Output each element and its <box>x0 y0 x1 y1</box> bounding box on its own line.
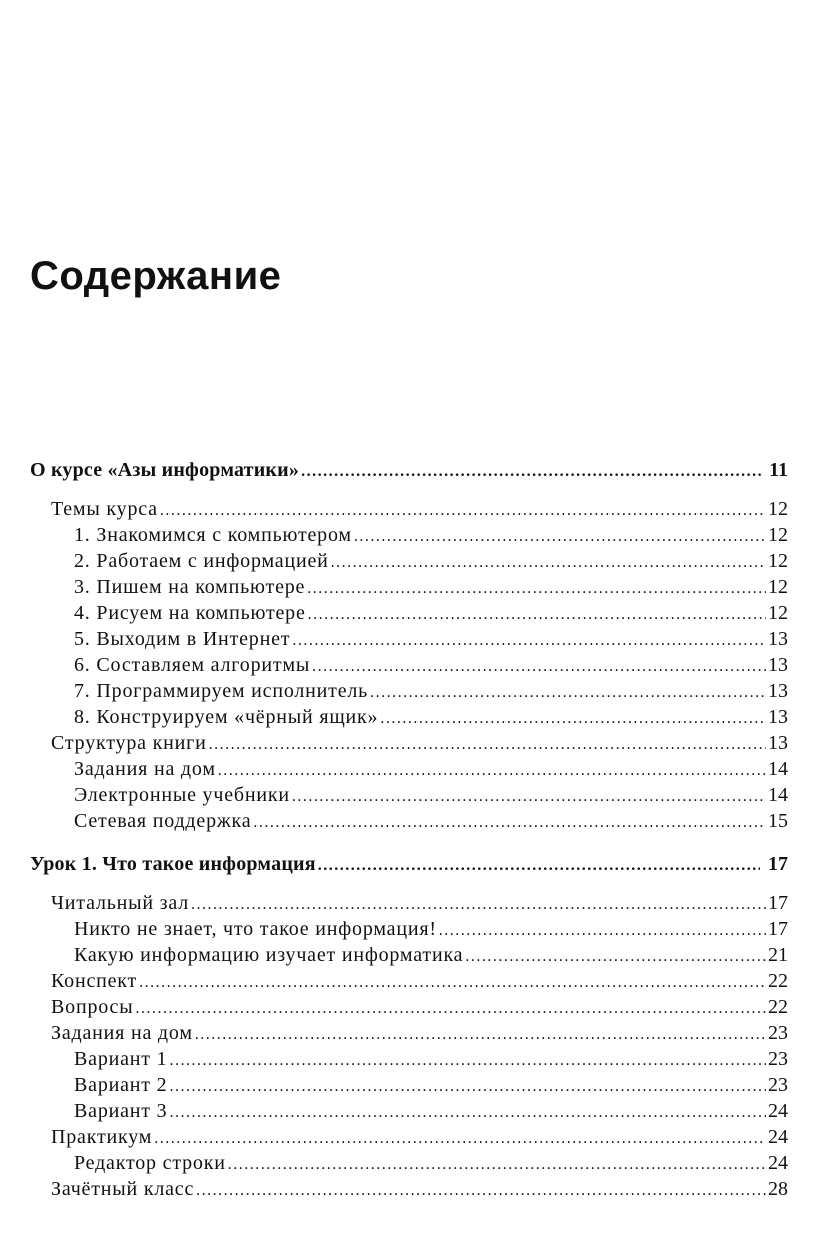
toc-entry-title: 1. Знакомимся с компьютером <box>74 524 352 546</box>
dot-leader <box>169 1048 766 1072</box>
toc-entry-page: 21 <box>768 944 788 966</box>
toc-entry-page: 13 <box>768 706 788 728</box>
toc-chapter[interactable] <box>30 457 788 483</box>
dot-leader <box>331 550 766 574</box>
toc-entry[interactable] <box>74 756 788 782</box>
dot-leader <box>292 628 766 652</box>
toc-entry[interactable] <box>51 496 788 522</box>
toc-entry-page: 17 <box>768 918 788 940</box>
toc-entry-title: Электронные учебники <box>74 784 290 806</box>
dot-leader <box>218 758 766 782</box>
toc-entry[interactable] <box>74 1072 788 1098</box>
toc-entry[interactable] <box>74 1046 788 1072</box>
toc-entry-title: Какую информацию изучает информатика <box>74 944 464 966</box>
toc-entry-title: Урок 1. Что такое информация <box>30 853 316 875</box>
dot-leader <box>318 853 760 877</box>
toc-entry-title: Конспект <box>51 970 138 992</box>
toc-entry-page: 14 <box>768 784 788 806</box>
page-title: Содержание <box>30 254 282 298</box>
toc-entry-title: О курсе «Азы информатики» <box>30 459 300 481</box>
toc-entry-page: 15 <box>768 810 788 832</box>
toc-entry[interactable] <box>51 994 788 1020</box>
toc-entry-page: 13 <box>768 680 788 702</box>
toc-entry-page: 14 <box>768 758 788 780</box>
toc-entry-title: Задания на дом <box>51 1022 193 1044</box>
toc-entry-page: 23 <box>768 1022 788 1044</box>
toc-entry[interactable] <box>74 522 788 548</box>
toc-entry-title: 8. Конструируем «чёрный ящик» <box>74 706 379 728</box>
dot-leader <box>301 459 761 483</box>
dot-leader <box>139 970 766 994</box>
toc-entry[interactable] <box>51 1020 788 1046</box>
dot-leader <box>307 576 766 600</box>
toc-entry[interactable] <box>74 548 788 574</box>
toc-entry-title: Практикум <box>51 1126 153 1148</box>
toc-entry-page: 13 <box>768 732 788 754</box>
dot-leader <box>209 732 766 756</box>
toc-entry[interactable] <box>74 704 788 730</box>
toc-entry[interactable] <box>51 730 788 756</box>
toc-entry-page: 17 <box>768 892 788 914</box>
toc-entry-title: Структура книги <box>51 732 207 754</box>
toc-entry-title: Вариант 3 <box>74 1100 168 1122</box>
dot-leader <box>312 654 766 678</box>
toc-entry-page: 23 <box>768 1048 788 1070</box>
dot-leader <box>169 1100 766 1124</box>
toc-entry[interactable] <box>74 600 788 626</box>
toc-entry-title: Читальный зал <box>51 892 190 914</box>
toc-entry-page: 24 <box>768 1152 788 1174</box>
toc-chapter[interactable] <box>30 851 788 877</box>
dot-leader <box>465 944 766 968</box>
toc-entry-page: 12 <box>768 602 788 624</box>
toc-entry-page: 13 <box>768 654 788 676</box>
dot-leader <box>354 524 766 548</box>
toc-entry-page: 12 <box>768 550 788 572</box>
toc-entry-page: 11 <box>769 459 788 481</box>
dot-leader <box>370 680 766 704</box>
toc-entry-title: Вариант 2 <box>74 1074 168 1096</box>
dot-leader <box>439 918 766 942</box>
toc-entry[interactable] <box>74 574 788 600</box>
toc-entry-page: 24 <box>768 1126 788 1148</box>
toc-entry-title: Темы курса <box>51 498 158 520</box>
dot-leader <box>195 1022 766 1046</box>
dot-leader <box>160 498 766 522</box>
toc-entry-title: Вариант 1 <box>74 1048 168 1070</box>
dot-leader <box>308 602 766 626</box>
toc-entry[interactable] <box>74 626 788 652</box>
toc-entry-page: 12 <box>768 524 788 546</box>
toc-entry[interactable] <box>74 782 788 808</box>
toc-entry-page: 24 <box>768 1100 788 1122</box>
toc-entry-page: 12 <box>768 576 788 598</box>
toc-entry-title: 7. Программируем исполнитель <box>74 680 369 702</box>
toc-entry-page: 22 <box>768 996 788 1018</box>
toc-entry-title: Задания на дом <box>74 758 216 780</box>
toc-entry[interactable] <box>74 652 788 678</box>
toc-entry-page: 22 <box>768 970 788 992</box>
toc-entry-page: 28 <box>768 1178 788 1200</box>
toc-entry[interactable] <box>74 942 788 968</box>
toc-entry[interactable] <box>74 1150 788 1176</box>
toc-entry[interactable] <box>51 1124 788 1150</box>
toc-entry-page: 13 <box>768 628 788 650</box>
dot-leader <box>191 892 766 916</box>
dot-leader <box>135 996 766 1020</box>
toc-entry-title: Никто не знает, что такое информация! <box>74 918 437 940</box>
toc-entry-page: 12 <box>768 498 788 520</box>
toc-entry[interactable] <box>74 678 788 704</box>
toc-entry[interactable] <box>51 890 788 916</box>
dot-leader <box>292 784 766 808</box>
toc-entry-title: Зачётный класс <box>51 1178 195 1200</box>
toc-entry-title: Редактор строки <box>74 1152 226 1174</box>
toc-entry-title: Сетевая поддержка <box>74 810 252 832</box>
toc-entry-title: 4. Рисуем на компьютере <box>74 602 306 624</box>
toc-entry-page: 23 <box>768 1074 788 1096</box>
toc-entry[interactable] <box>74 808 788 834</box>
dot-leader <box>228 1152 766 1176</box>
toc-entry-title: 2. Работаем с информацией <box>74 550 329 572</box>
dot-leader <box>196 1178 766 1202</box>
toc-entry[interactable] <box>74 916 788 942</box>
toc-entry-title: Вопросы <box>51 996 134 1018</box>
toc-entry-title: 6. Составляем алгоритмы <box>74 654 311 676</box>
toc-entry[interactable] <box>74 1098 788 1124</box>
dot-leader <box>154 1126 766 1150</box>
toc-entry-page: 17 <box>768 853 788 875</box>
toc-entry-title: 5. Выходим в Интернет <box>74 628 291 650</box>
toc-entry-title: 3. Пишем на компьютере <box>74 576 306 598</box>
dot-leader <box>169 1074 766 1098</box>
dot-leader <box>253 810 766 834</box>
toc-entry[interactable] <box>51 968 788 994</box>
toc-entry[interactable] <box>51 1176 788 1202</box>
dot-leader <box>380 706 766 730</box>
